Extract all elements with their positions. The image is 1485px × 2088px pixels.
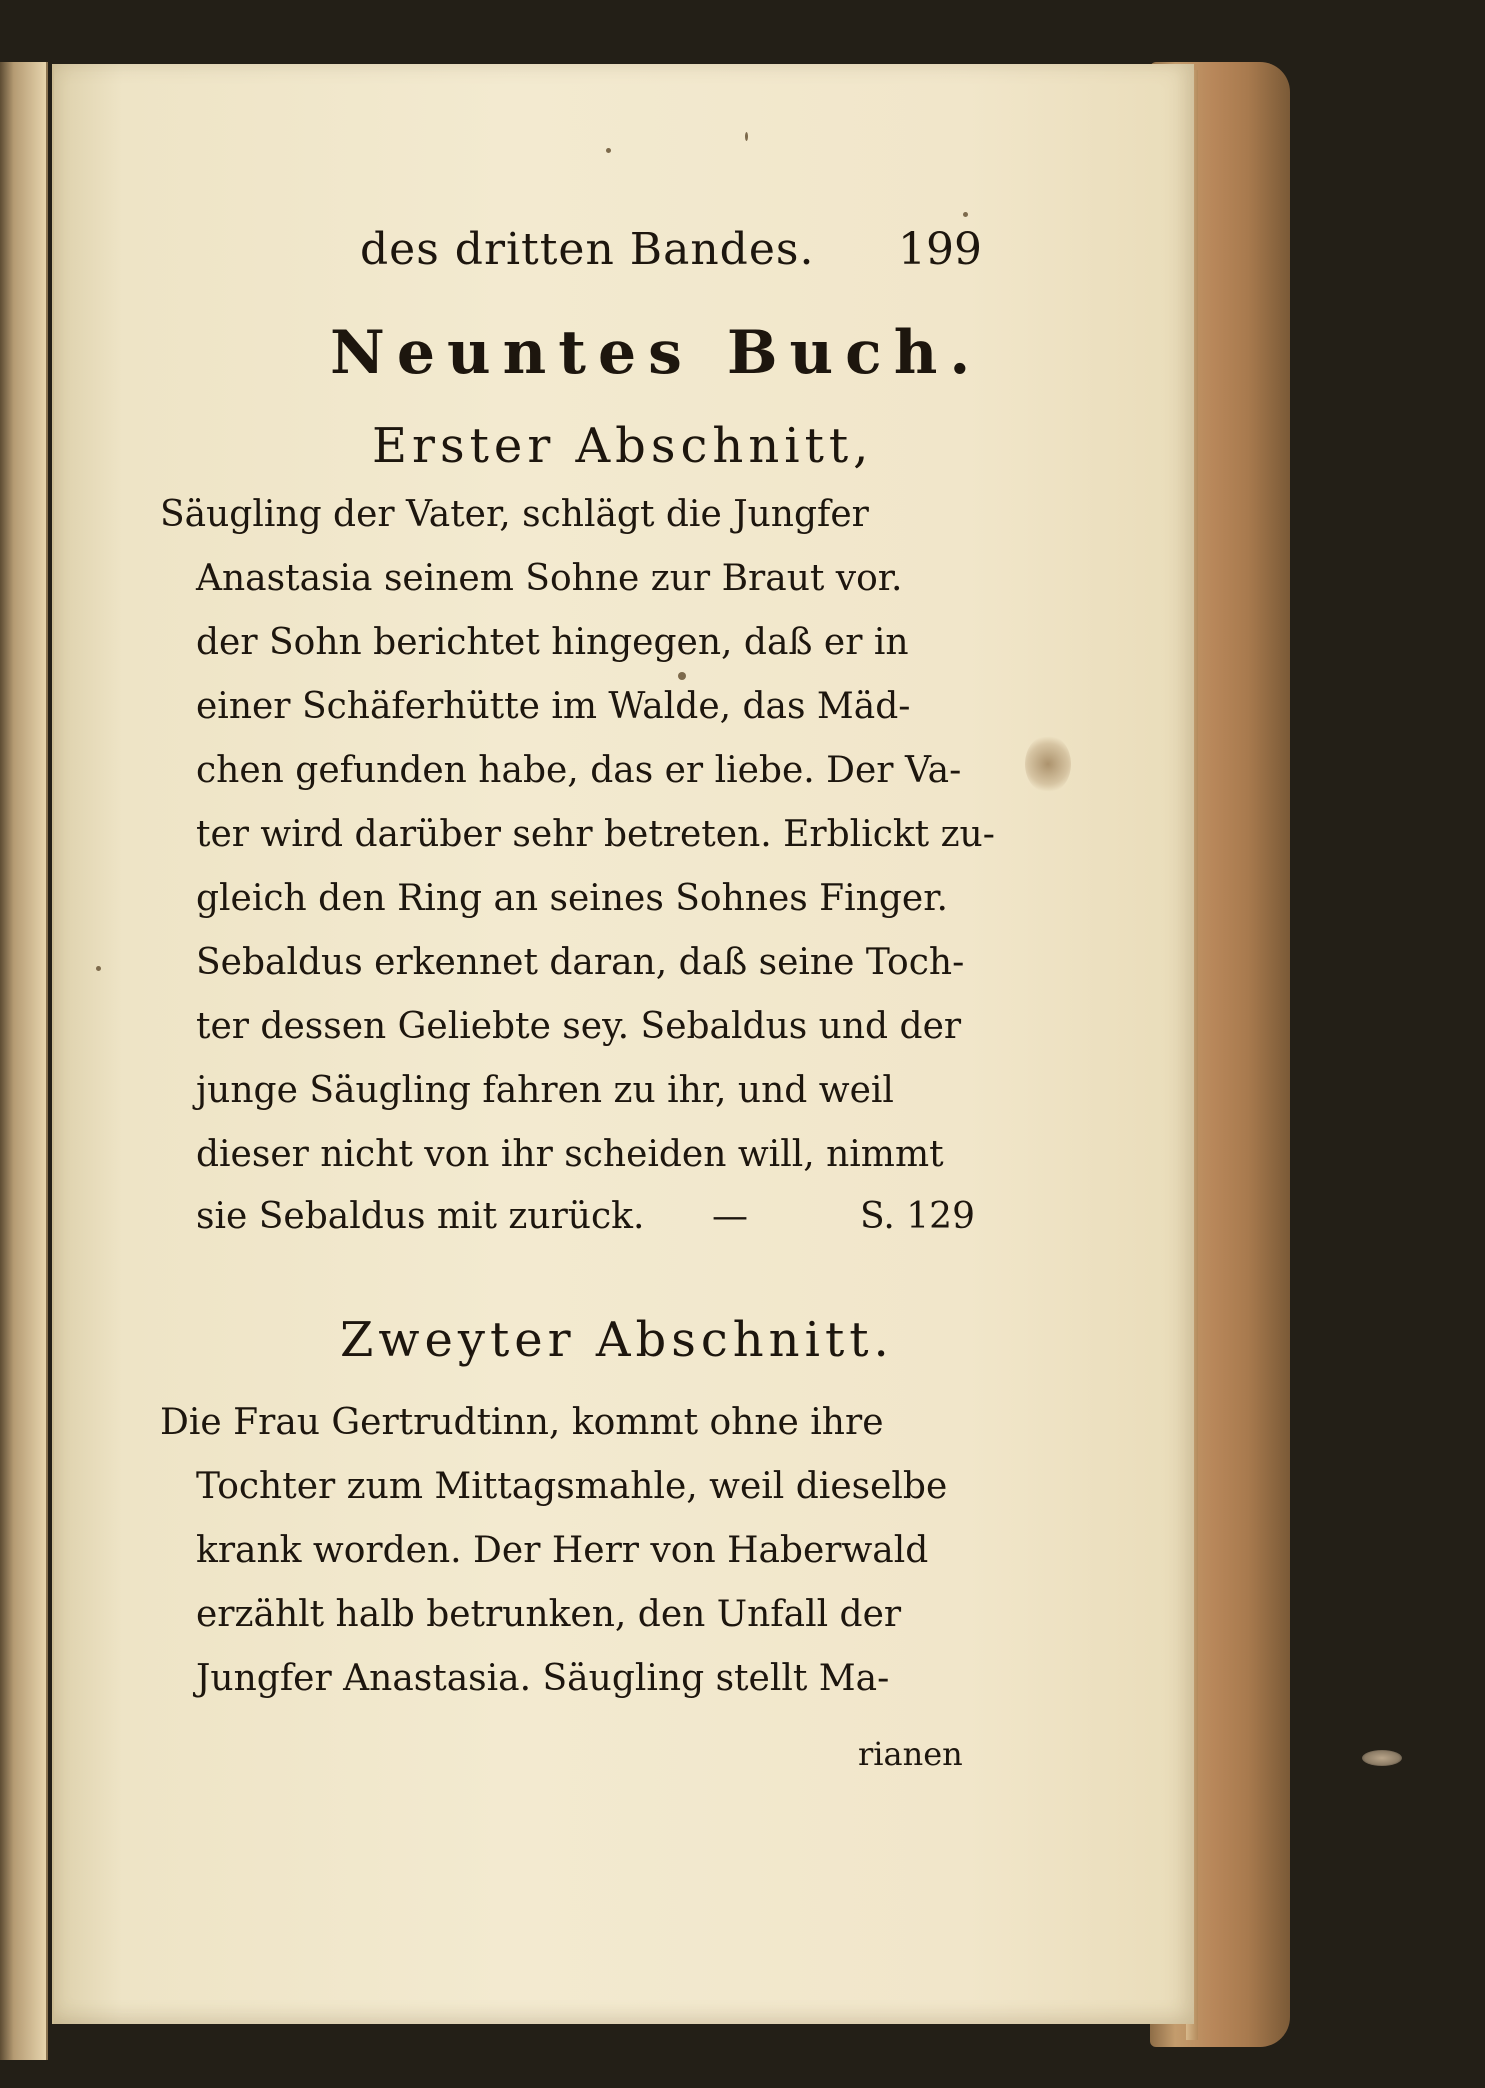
paper-speck [745, 132, 748, 141]
em-dash: — [712, 1196, 748, 1237]
book-title: Neuntes Buch. [330, 318, 983, 388]
text-line: Jungfer Anastasia. Säugling stellt Ma- [196, 1658, 890, 1699]
text-line: ter wird darüber sehr betreten. Erblickt zu- [196, 814, 995, 855]
text-line: ter dessen Geliebte sey. Sebaldus und der [196, 1006, 962, 1047]
catchword: rianen [858, 1735, 963, 1773]
text-line: Sebaldus erkennet daran, daß seine Toch- [196, 942, 965, 983]
text-line: Anastasia seinem Sohne zur Braut vor. [196, 558, 903, 599]
text-line: Die Frau Gertrudtinn, kommt ohne ihre [160, 1402, 884, 1443]
table-speck [1362, 1750, 1402, 1766]
text-line: Tochter zum Mittagsmahle, weil dieselbe [196, 1466, 948, 1507]
paper-speck [606, 148, 611, 153]
text-line: chen gefunden habe, das er liebe. Der Va- [196, 750, 962, 791]
text-line: erzählt halb betrunken, den Unfall der [196, 1594, 902, 1635]
running-head: des dritten Bandes. [360, 224, 815, 275]
text-line: einer Schäferhütte im Walde, das Mäd- [196, 686, 911, 727]
paper-speck [96, 966, 101, 971]
previous-page-edge [0, 62, 48, 2060]
section-heading: Zweyter Abschnitt. [340, 1312, 894, 1368]
text-line: der Sohn berichtet hingegen, daß er in [196, 622, 909, 663]
text-line: krank worden. Der Herr von Haberwald [196, 1530, 929, 1571]
text-line: gleich den Ring an seines Sohnes Finger. [196, 878, 948, 919]
paper-speck [963, 212, 968, 217]
paper-speck [678, 672, 686, 680]
text-line: sie Sebaldus mit zurück. [196, 1196, 645, 1237]
page-number: 199 [898, 224, 982, 275]
text-line: junge Säugling fahren zu ihr, und weil [196, 1070, 894, 1111]
text-line: dieser nicht von ihr scheiden will, nimmt [196, 1134, 944, 1175]
page-reference: S. 129 [860, 1196, 975, 1237]
section-heading: Erster Abschnitt, [372, 418, 874, 474]
text-line: Säugling der Vater, schlägt die Jungfer [160, 494, 869, 535]
paper-stain [1025, 735, 1071, 793]
